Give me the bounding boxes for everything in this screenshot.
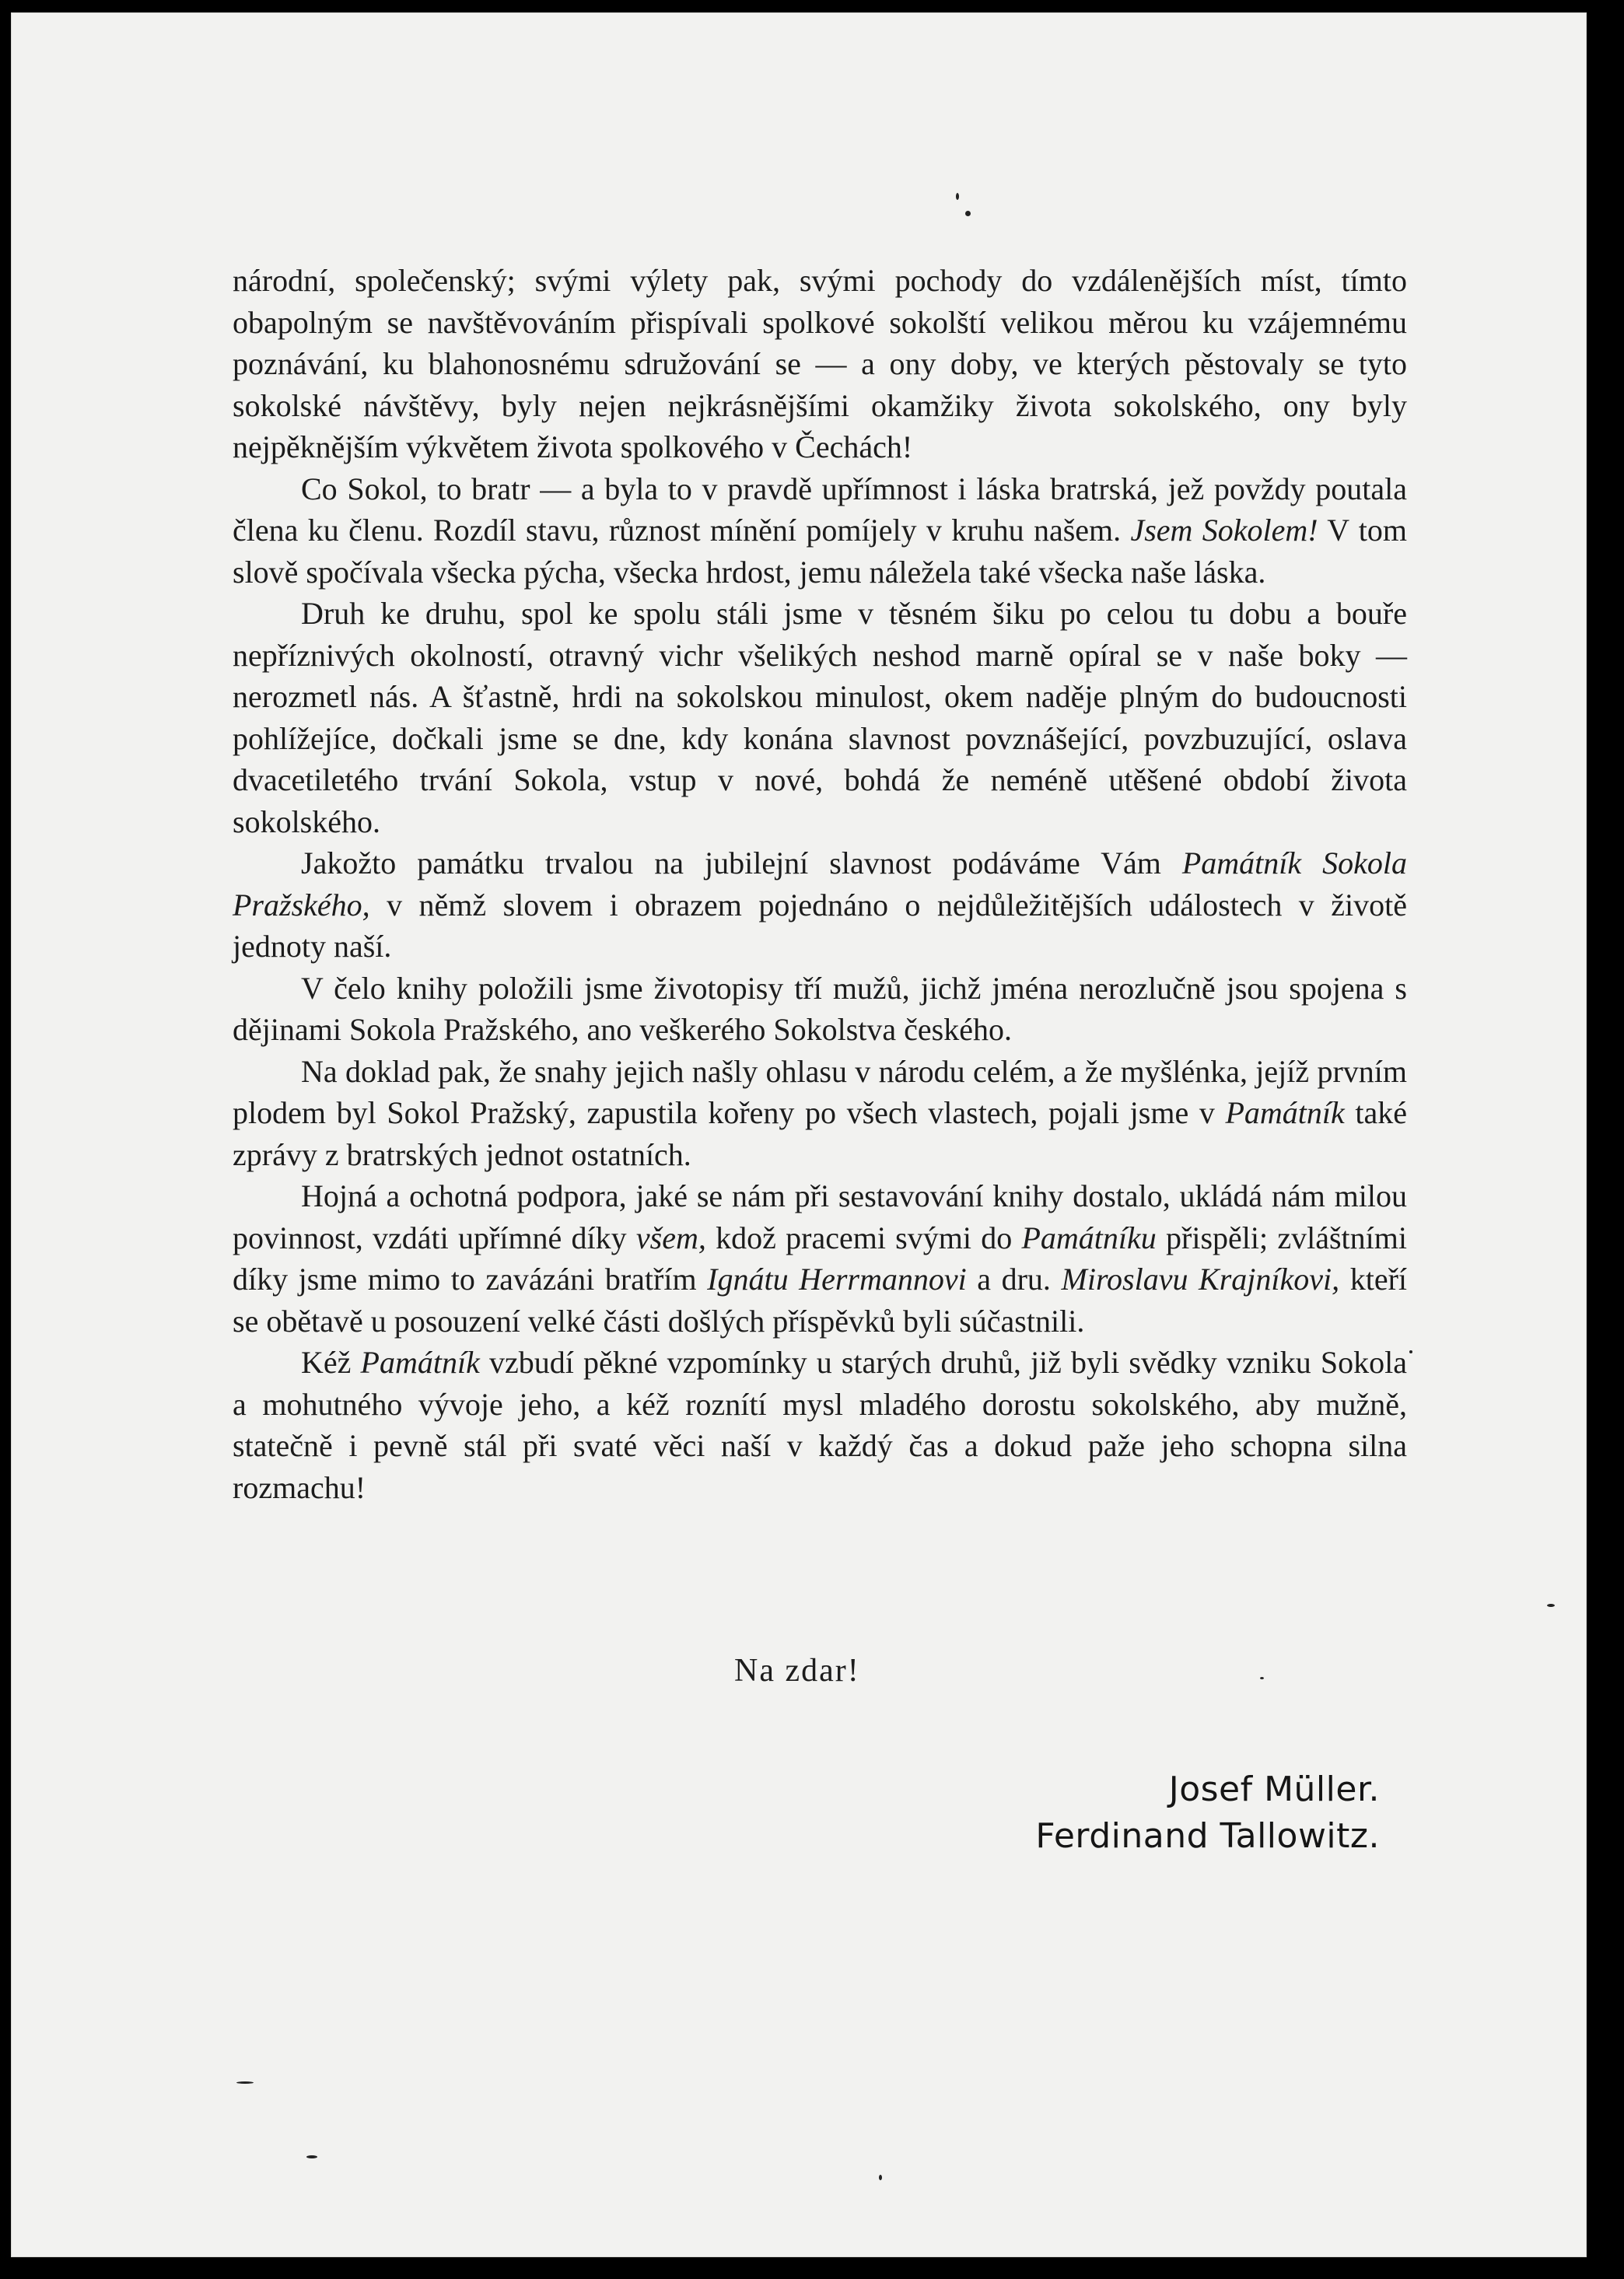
signature-name: Ferdinand Tallowitz. <box>1035 1816 1380 1856</box>
signature-name: Josef Müller. <box>1168 1770 1380 1809</box>
scan-speck <box>879 2175 882 2180</box>
italic-text: Památník <box>1225 1095 1345 1130</box>
signature-block <box>944 1766 1380 1860</box>
document-page <box>11 12 1587 2257</box>
paragraph <box>233 842 1407 968</box>
paragraph <box>233 1175 1407 1342</box>
text-run: V čelo knihy položili jsme životopisy tří mužů, jichž jména nerozlučně jsou spojena s dějinami Sokola Pražského, ano veškerého Sokolstva českého. <box>233 970 1407 1047</box>
closing-salutation: Na zdar! <box>734 1653 860 1689</box>
paragraph <box>233 260 1407 468</box>
scan-speck <box>236 2081 254 2084</box>
text-run: kdož pracemi svými do <box>705 1220 1022 1255</box>
text-run: Jakožto památku trvalou na jubilejní slavnost podáváme Vám <box>301 845 1182 880</box>
scan-speck <box>956 193 959 200</box>
italic-text: všem, <box>635 1220 706 1255</box>
paragraph <box>233 968 1407 1051</box>
text-run: přispěli; zvláštními díky jsme mimo to zavázáni bratřím <box>233 1220 1408 1297</box>
scan-speck <box>1260 1677 1264 1679</box>
italic-text: Památník <box>360 1345 480 1380</box>
italic-text: Jsem Sokolem! <box>1130 513 1318 548</box>
italic-text: Ignátu Herrmannovi <box>707 1262 967 1297</box>
scan-speck <box>1409 1350 1412 1353</box>
text-run: národní, společenský; svými výlety pak, svými pochody do vzdálenějších míst, tímto obapolným se navštěvováním přispívali spolkové sokolští velikou měrou ku vzájemnému poznávání, ku blahonosnému sdružování se — a ony doby, ve kterých pěstovaly se tyto sokolské návštěvy, byly nejen nejkrásnějšími okamžiky života sokolského, ony byly nejpěknějším výkvětem života spolkového v Čechách! <box>233 263 1407 464</box>
paragraph <box>233 468 1407 593</box>
text-run: kteří se obětavě u posouzení velké části došlých příspěvků byli súčastnili. <box>233 1262 1408 1339</box>
italic-text: Památníku <box>1021 1220 1157 1255</box>
text-run: také zprávy z bratrských jednot ostatních. <box>233 1095 1407 1172</box>
text-run: Druh ke druhu, spol ke spolu stáli jsme v těsném šiku po celou tu dobu a bouře nepříznivých okolností, otravný vichr všelikých neshod marně opíral se v naše boky — nerozmetl nás. A šťastně, hrdi na sokolskou minulost, okem naděje plným do budoucnosti pohlížejíce, dočkali jsme se dne, kdy konána slavnost povznášející, povzbuzující, oslava dvacetiletého trvání Sokola, vstup v nové, bohdá že neméně utěšené období života sokolského. <box>233 596 1407 839</box>
text-run: Hojná a ochotná podpora, jaké se nám při sestavování knihy dostalo, ukládá nám milou povinnost, vzdáti upřímné díky <box>233 1178 1407 1255</box>
text-run: Co Sokol, to bratr — a byla to v pravdě upřímnost i láska bratrská, jež povždy poutala člena ku členu. Rozdíl stavu, různost mínění pomíjely v kruhu našem. <box>233 471 1407 548</box>
paragraph <box>233 1342 1407 1508</box>
text-run: V tom slově spočívala všecka pýcha, všecka hrdost, jemu náležela také všecka naše láska. <box>233 513 1407 590</box>
paragraph <box>233 593 1407 842</box>
italic-text: Miroslavu Krajníkovi, <box>1061 1262 1340 1297</box>
text-run: Kéž <box>301 1345 361 1380</box>
paragraph <box>233 1051 1407 1176</box>
scan-speck <box>306 2155 317 2158</box>
italic-text: Památník Sokola Pražského, <box>233 845 1407 922</box>
text-run: Na doklad pak, že snahy jejich našly ohlasu v národu celém, a že myšlénka, jejíž prvním plodem byl Sokol Pražský, zapustila kořeny po všech vlastech, pojali jsme v <box>233 1053 1407 1130</box>
text-run: vzbudí pěkné vzpomínky u starých druhů, již byli svědky vzniku Sokola a mohutného vývoje jeho, a kéž roznítí mysl mladého dorostu sokolského, aby mužně, statečně i pevně stál při svaté věci naší v každý čas a dokud paže jeho schopna silna rozmachu! <box>233 1345 1407 1505</box>
body-text <box>233 260 1407 1508</box>
text-run: v němž slovem i obrazem pojednáno o nejdůležitějších událostech v životě jednoty naší. <box>233 887 1407 964</box>
text-run: a dru. <box>966 1262 1062 1297</box>
scan-speck <box>965 211 971 216</box>
scan-speck <box>1547 1604 1555 1607</box>
